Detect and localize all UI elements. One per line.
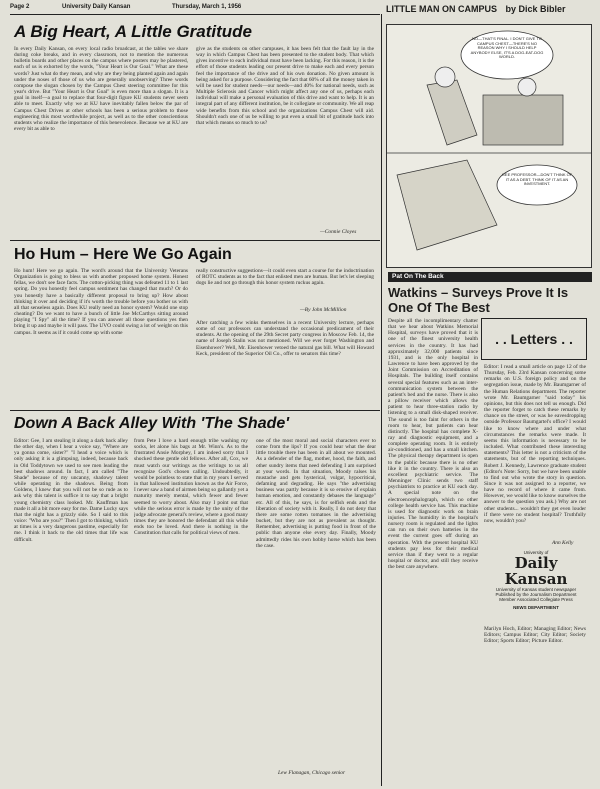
caption-text: GEE PROFESSOR—DON'T THINK OF IT AS A DEBT. THINK OF IT AS AN INVESTMENT. bbox=[501, 172, 573, 187]
masthead bbox=[484, 550, 588, 610]
masthead-staff: Marilyn Hoch, Editor; Managing Editor; News Editors; Campus Editor; City Editor; Society Editor; Sports Editor; Picture Editor. bbox=[484, 626, 586, 645]
masthead-name: Daily Kansan bbox=[504, 554, 568, 588]
editorial3-col3: one of the most moral and social characters ever to come from the lips? If you could hear what the dear little trouble there has been in all about we mounted. As a defender of the flag, mother, hood, the faith, and other sundry items that need defending I am surprised at your words. In that situation, Moody ralses his mustache and gets hysterical, vulgar, hypocritical, defaming and degrading. He says "the advertising business was partly because it is so erosive of explain human emotion, and constantly debases the language" etc. All of this, he says, is for selfish ends and the liberation of society with it. Really, I do not deny that there are some rotten tomatoes in the advertising bucket, but they are not as prevalent as thought. Remember, advertising is putting food in front of the public than anyone else every day. Finally, Moody admittedly rides his own hobby horse which has been the case. bbox=[256, 438, 376, 549]
figure-head bbox=[435, 67, 455, 87]
cartoon-panel bbox=[386, 24, 592, 268]
editorial1-title: A Big Heart, A Little Gratitude bbox=[14, 22, 253, 41]
editorial2-col1: Ho hum! Here we go again. The word's around that the University Veterans Organization is going to bless us with another proposed home system. Honest fellas, we don't see face facts. The cotton-picking thing was defeated 11 to 1 last spring. Do you honestly feel campus sentiment has changed that much? Or do you honestly have a basically different proposal to bring up? How about thinking it over and deciding if it's worth the trouble before you bother us with all that senseless again. Does KU really need an honor system? Would one stop cheating? Do we want to have a bunch of little Joe McCarthys sitting around playing "I Spy" all the time? If you can answer all those questions yes then bring it up and maybe it will pass. The UVO could swing a lot of weight on this campus. It seems as if it could come up with some bbox=[14, 268, 188, 336]
pat-title: Watkins – Surveys Prove It Is One Of The Best bbox=[388, 285, 569, 315]
masthead-line1: University of Kansas student newspaper bbox=[495, 587, 577, 592]
editorial1-signature: —Connie Cloyes bbox=[320, 229, 357, 235]
cartoon-byline: by Dick Bibler bbox=[505, 4, 566, 14]
cartoon-heading bbox=[386, 4, 566, 14]
editorial3-title: Down A Back Alley With 'The Shade' bbox=[14, 415, 290, 432]
masthead-pre: University of bbox=[523, 550, 549, 555]
cartoon-drawing bbox=[387, 25, 591, 267]
figure-professor bbox=[427, 80, 477, 145]
letters-signature: Ann Kelly bbox=[552, 540, 574, 546]
rule-1 bbox=[10, 240, 380, 241]
editorial2-col2b: After catching a few winks themselves in a recent University lecture, perhaps some of our professors can understand the occasional predicament of their students. At the opening of the 29th Secret party congress in Moscow Feb. 14, the name of Joseph Stalin was not mentioned. Will we ever forget Washington and Eisenhower? Well, Mr. Eisenhower vetoed the natural gas bill. What will Howard Keck, president of the Superior Oil Co., offer to senators this time? bbox=[196, 320, 374, 357]
editorial2-title: Ho Hum – Here We Go Again bbox=[14, 246, 232, 263]
bubble-text: NO—THAT'S FINAL. I DON'T GIVE TO CAMPUS CHEST—THERE'S NO REASON WHY I SHOULD HELP ANYBODY ELSE, IT'S A DOG-EAT-DOG WORLD. bbox=[470, 36, 544, 60]
editorial2-signature: —By John McMillion bbox=[300, 307, 347, 313]
page-number: Page 2 bbox=[10, 4, 30, 10]
paper-name: University Daily Kansan bbox=[62, 4, 131, 10]
desk bbox=[483, 95, 563, 145]
pat-col1: Despite all the incomplimentary chatter that we hear about Watkins Memorial Hospital, surveys have proved that it is one of the finest university health services in the country. It has had approximately 32,000 patients since 1931, and is the only hospital in Lawrence to have been approved by the Joint Commission on Accreditation of Hospitals. The building itself contains several special features such as an inter-communication system between the patient's bed and the nurse. There is also a pillow receiver which allows the patient to hear three-station radio by listening to a small disk-shaped receiver. The sound is too faint for others in the room to hear, but patients can hear distinctly. The hospital has complete X-ray and diagnostic equipment, and a complete operating room. It is entirely air-conditioned, and has a small kitchen. The physical therapy department is open to the public because there is no other like it in the country. There is also an excellent psychiatric service. The Menninger Clinic sends two staff psychiatrists to practice at KU each day. A special note on the electroencephalograph, which no other college health service has. This machine is used for diagnostic work on brain injuries. The humidity in the hospital's nursery room is regulated and the lights can run on their own batteries in the event the current goes off during an operation. With the present hospital KU students pay less for their medical service than if they went to a regular hospital or doctor, and still they receive the best care anywhere. bbox=[388, 318, 478, 571]
editorial1-col2: give as the students on other campuses, it has been felt that the fault lay in the way in which Campus Chest has been presented to the student body. That which gives incentive to each individual must have been lacking. For this reason, it is the effort of those students leading our present drive to make each and every person feel the importance of the drive and of his own donation. No given amount is being asked for a purpose. Considering the fact that 60% of all the money taken in will be used for student needs—our needs—and 40% for national needs, such as Multiple Sclerosis and Cancer which might affect any one of us, perhaps each individual will make a personal evaluation of this drive and want to help. It is an integral part of any different institution, be it collegiate or community. We all reap wide benefits from this school and the organizations Campus Chest will aid. Shouldn't each one of us be willing to put even a small bit of gratitude back into that which means so much to us? bbox=[196, 46, 374, 126]
editorial2-col2: really constructive suggestions—it could even start a course for the indoctrination of ROTC students as to the fact that enlisted men are human. But let's let sleeping dogs lie and not go through this honor system ruckus again. bbox=[196, 268, 374, 287]
editorial1-col1: In every Daily Kansan, on every local radio broadcast, at the tables we share during coke breaks, and in every classroom, not to mention the numerous bulletin boards and other places on the campus where posters may be plastered, each of us is exhorted by the words, "Your Heart is Our Goal." What are these words? Just what do they mean, and why are they being planted again and again under the noses of those of us who are generally unobserving? Three words compose the slogan chosen by the Campus Chest steering committee for this year's drive. But "Your Heart is Our Goal" is even more than a slogan. It is a goal in itself—a goal to replace that four-digit figure KU students never seem able to meet. Exactly why we at KU have inevitably fallen below the par of Campus Chest Drives at other schools has been a serious problem to those engineering this most worthwhile project, as well as to the other conscientious students who realize the importance of this benevolence. Because we at KU are every bit as able to bbox=[14, 46, 188, 133]
rule-2 bbox=[10, 410, 380, 411]
header-rule bbox=[10, 14, 380, 15]
letters-col: Editor: I read a small article on page 12 of the Thursday, Feb. 23rd Kansan concerning some remarks on U.S. foreign policy and on the segregation issue, made by Mr. Baumgarner of the Human Relations department. The reporter wrote Mr. Baumgarner "said today" his opinions, but this does not tell us enough. Did the reporter forget to catch these remarks by chance on the street, or was he eavesdropping outside Professor Baumgartel's office? I would like to know where and under what circumstances the remarks were made. It seems this information is necessary to be included. What contributed these interesting statements? This letter is not a criticism of the statements, but of the reporting techniques. Robert J. Kennedy, Lawrence graduate student (Editor's Note: Sorry, but we have been unable to find out who wrote the story in question. Since it was not assigned to a reporter, we have no record of where it came from. However, we would like to know ourselves the answer to the question you ask.) Why are not other students... wouldn't they get even louder if there were no student hospital? Truthfully now, wouldn't you? bbox=[484, 364, 586, 524]
cartoon-title: LITTLE MAN ON CAMPUS bbox=[386, 4, 497, 14]
editorial3-col2: from Pete I love a hard enough tribe washing my socks, let alone his bags at Mr. Winn's. As to the frustrated Ansie Morphey, I am indeed sorry that I shocked these gentle old fellows. After all, Cox, we must watch our writings as the writings to us all recognize God's chosen calling. Undoubtedly, it would be pointless to state that in my years I served in that hallowed institution known as the Air Force, I never saw a band of airmen being so gallantly yet a maturity merely mental, which fewer and fewer seemed to worry about. Also may I point out that while the serious error is made by the unity of the judge advocate general's review, where a good many times they are honored the defendant all this while ends too be loved. And there is nothing in the Constitution that calls for political views of men. bbox=[134, 438, 248, 537]
figure-student-head bbox=[518, 78, 536, 96]
issue-date: Thursday, March 1, 1956 bbox=[172, 4, 242, 10]
letters-heading: . . Letters . . bbox=[481, 318, 587, 360]
editorial3-signature: Lew Flanagan, Chicago senior bbox=[278, 770, 346, 776]
editorial3-col1: Editor: Gee, I am stealing it along a dark back alley the other day, when I hear a voice say, "Where are ya gonna come, sister?" "I head a voice which is only asking it is a glimpsing, indeed, because back in Old Toddytown we used to see men leading the best shadows around. In fact, I am called "The Shade" because of my uncanny, shadowy talent while operating in the shadows. Being from Goldens, I knew that you will not be so rude as to ask why this talent is suffice it to say that a bright young chemistry class looked. Mr. Kauffman has made it all a bit more easy for me. Dame Lucky says that the night has a grizzly side. So I said to this voice: "Who are you?" Then I got to thinking, which at times is a very dangerous pastime, especially for me. I think it back to the old times that life was difficult. bbox=[14, 438, 128, 543]
pat-label: Pat On The Back bbox=[388, 272, 592, 282]
masthead-news: NEWS DEPARTMENT bbox=[513, 605, 559, 610]
figure-group bbox=[397, 160, 497, 250]
masthead-line2: Published by the Journalism Department bbox=[495, 592, 577, 597]
masthead-line3: Member Associated Collegiate Press bbox=[499, 597, 573, 602]
column-divider bbox=[381, 14, 382, 786]
